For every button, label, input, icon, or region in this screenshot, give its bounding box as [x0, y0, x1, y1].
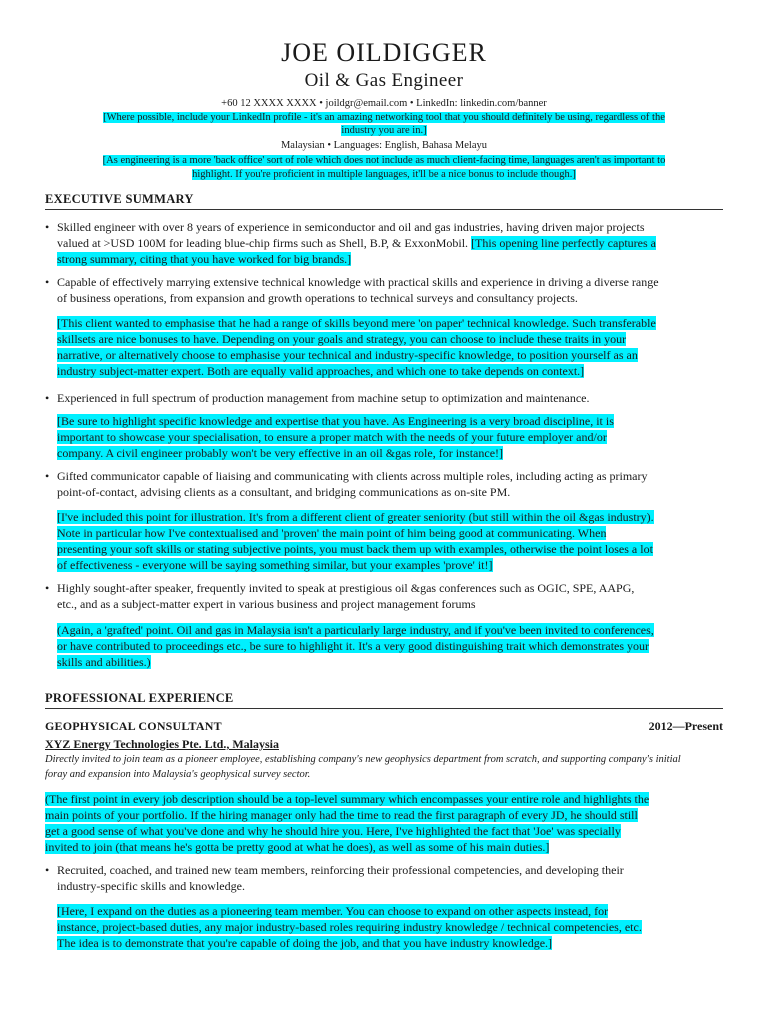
bullet-icon: •: [45, 220, 50, 234]
summary-note-4-line-4: of effectiveness - everyone will be saying something similar, but your examples 'prove' it!]: [57, 558, 493, 572]
contact-tip-line-1: [45, 111, 723, 124]
job-description-line-2: foray and expansion into Malaysia's geophysical survey sector.: [45, 769, 311, 780]
contact-tip-1: [Where possible, include your LinkedIn profile - it's an amazing networking tool that you should definitely be using, regardless of the: [103, 112, 665, 123]
summary-note-2-line-4: industry subject-matter expert. Both are equally valid approaches, and which one to take depends on context.]: [57, 364, 585, 378]
summary-note-4: [57, 509, 723, 573]
summary-bullet-1-note: [This opening line perfectly captures a: [471, 236, 656, 250]
languages-line: Malaysian • Languages: English, Bahasa Melayu: [280, 140, 488, 151]
bullet-icon: •: [45, 469, 50, 483]
candidate-name: JOE OILDIGGER: [281, 38, 487, 67]
summary-bullet-1-text: valued at >USD 100M for leading blue-chip firms such as Shell, B.P, & ExxonMobil.: [57, 236, 469, 250]
bullet-icon: •: [45, 863, 50, 877]
summary-note-2-line-3: narrative, or alternatively choose to emphasise your technical and industry-specific knowledge, to position yourself as an: [57, 348, 638, 362]
summary-bullet-2-line-2: of business operations, from expansion and growth operations to technical surveys and consultancy projects.: [57, 291, 578, 305]
summary-note-5-line-1: (Again, a 'grafted' point. Oil and gas in Malaysia isn't a particularly large industry, and if you've been invited to conferences,: [57, 623, 654, 637]
summary-note-4-line-1: [I've included this point for illustration. It's from a different client of greater seniority (but still within the oil &gas industry).: [57, 510, 654, 524]
summary-note-2-line-2: skillsets are nice bonuses to have. Depending on your goals and strategy, you can choose to include these traits in your: [57, 332, 627, 346]
summary-note-3-line-3: company. A civil engineer probably won't be very effective in an oil &gas role, for instance!]: [57, 446, 504, 460]
contact-line: +60 12 XXXX XXXX • joildgr@email.com • LinkedIn: linkedin.com/banner: [221, 98, 547, 109]
experience-note-1: [45, 791, 723, 855]
experience-note-1-line-4a: invited to join (that means he's gotta be pretty good at what he does),: [45, 840, 376, 854]
experience-bullet-1-line-1: Recruited, coached, and trained new team members, reinforcing their professional competencies, and developing their: [57, 863, 624, 877]
experience-note-1-line-3: get a good sense of what you've done and why he should hire you. Here, I've highlighted the fact that 'Joe' was specially: [45, 824, 621, 838]
experience-note-2-line-2: instance, project-based duties, any major industry-based roles requiring industry knowledge / technical competencies, etc.: [57, 920, 642, 934]
summary-note-2-line-1: [This client wanted to emphasise that he had a range of skills beyond mere 'on paper' technical knowledge. Such transferable: [57, 316, 656, 330]
company-name: XYZ Energy Technologies Pte. Ltd., Malaysia: [45, 737, 280, 751]
experience-note-2-line-3: The idea is to demonstrate that you're capable of doing the job, and that you have industry knowledge.]: [57, 936, 553, 950]
summary-bullet-2-line-1: Capable of effectively marrying extensive technical knowledge with practical skills and experience in driving a diverse range: [57, 275, 659, 289]
summary-bullet-4-line-1: Gifted communicator capable of liaising and communicating with clients across multiple roles, including acting as primary: [57, 469, 648, 483]
experience-note-1-line-2: main points of your portfolio. If the hiring manager only had the time to read the first paragraph of every JD, he should still: [45, 808, 638, 822]
summary-note-5-line-2: or have contributed to proceedings etc., be sure to highlight it. It's a very good distinguishing trait which demonstrates your: [57, 639, 650, 653]
summary-bullet-1-line-3: [57, 251, 725, 267]
contact-tip-2: industry you are in.]: [341, 125, 427, 136]
languages-tip-1: [As engineering is a more 'back office' sort of role which does not include as much client-facing time, languages aren't as important to: [102, 155, 666, 166]
experience-note-1-line-4b: as well as some of his main duties.]: [375, 840, 550, 854]
section-divider: [45, 708, 723, 709]
languages-tip-line-1: [45, 154, 723, 167]
summary-note-3: [57, 413, 723, 461]
job-description-line-1: Directly invited to join team as a pioneer employee, establishing company's new geophysics department from scratch, and supporting company's initial: [45, 754, 681, 765]
summary-note-3-line-2: important to showcase your specialisation, to ensure a proper match with the needs of your future employer and/or: [57, 430, 607, 444]
candidate-role: Oil & Gas Engineer: [304, 70, 464, 91]
summary-note-5-line-3: skills and abilities.): [57, 655, 151, 669]
experience-note-2-line-1: [Here, I expand on the duties as a pioneering team member. You can choose to expand on other aspects instead, for: [57, 904, 609, 918]
summary-note-2: [57, 315, 723, 379]
experience-title: PROFESSIONAL EXPERIENCE: [45, 691, 234, 705]
summary-bullet-5-line-2: etc., and as a subject-matter expert in various business and project management forums: [57, 597, 476, 611]
executive-summary-title: EXECUTIVE SUMMARY: [45, 192, 194, 206]
bullet-icon: •: [45, 275, 50, 289]
languages-tip-2: highlight. If you're proficient in multiple languages, it'll be a nice bonus to include though.]: [192, 169, 576, 180]
contact-tip-line-2: [45, 124, 723, 137]
summary-note-4-line-3: presenting your soft skills or stating subjective points, you must back them up with examples, otherwise the point loses a lot: [57, 542, 653, 556]
bullet-icon: •: [45, 581, 50, 595]
experience-note-2: [57, 903, 723, 951]
languages-tip-line-2: [45, 168, 723, 181]
summary-note-4-line-2: Note in particular how I've contextualised and 'proven' the main point of him being good at communicating. When: [57, 526, 607, 540]
job-dates: 2012—Present: [648, 719, 723, 733]
summary-note-3-line-1: [Be sure to highlight specific knowledge and expertise that you have. As Engineering is a very broad discipline, it is: [57, 414, 614, 428]
summary-note-5: [57, 622, 723, 670]
summary-bullet-1-note-cont: strong summary, citing that you have worked for big brands.]: [57, 252, 352, 266]
experience-bullet-1-line-2: industry-specific skills and knowledge.: [57, 879, 245, 893]
summary-bullet-1-line-2: [57, 235, 725, 251]
job-description: [45, 752, 725, 782]
job-title: GEOPHYSICAL CONSULTANT: [45, 719, 222, 733]
bullet-icon: •: [45, 391, 50, 405]
summary-bullet-5-line-1: Highly sought-after speaker, frequently invited to speak at prestigious oil &gas conferences such as OGIC, SPE, AAPG,: [57, 581, 635, 595]
summary-bullet-1-line-1: Skilled engineer with over 8 years of experience in semiconductor and oil and gas industries, having driven major projects: [57, 220, 645, 234]
section-divider: [45, 209, 723, 210]
summary-bullet-3-line-1: Experienced in full spectrum of production management from machine setup to optimization and maintenance.: [57, 391, 590, 405]
summary-bullet-4-line-2: point-of-contact, advising clients as a consultant, and bridging communications as on-site PM.: [57, 485, 511, 499]
experience-note-1-line-1: (The first point in every job description should be a top-level summary which encompasses your entire role and highlights the: [45, 792, 650, 806]
